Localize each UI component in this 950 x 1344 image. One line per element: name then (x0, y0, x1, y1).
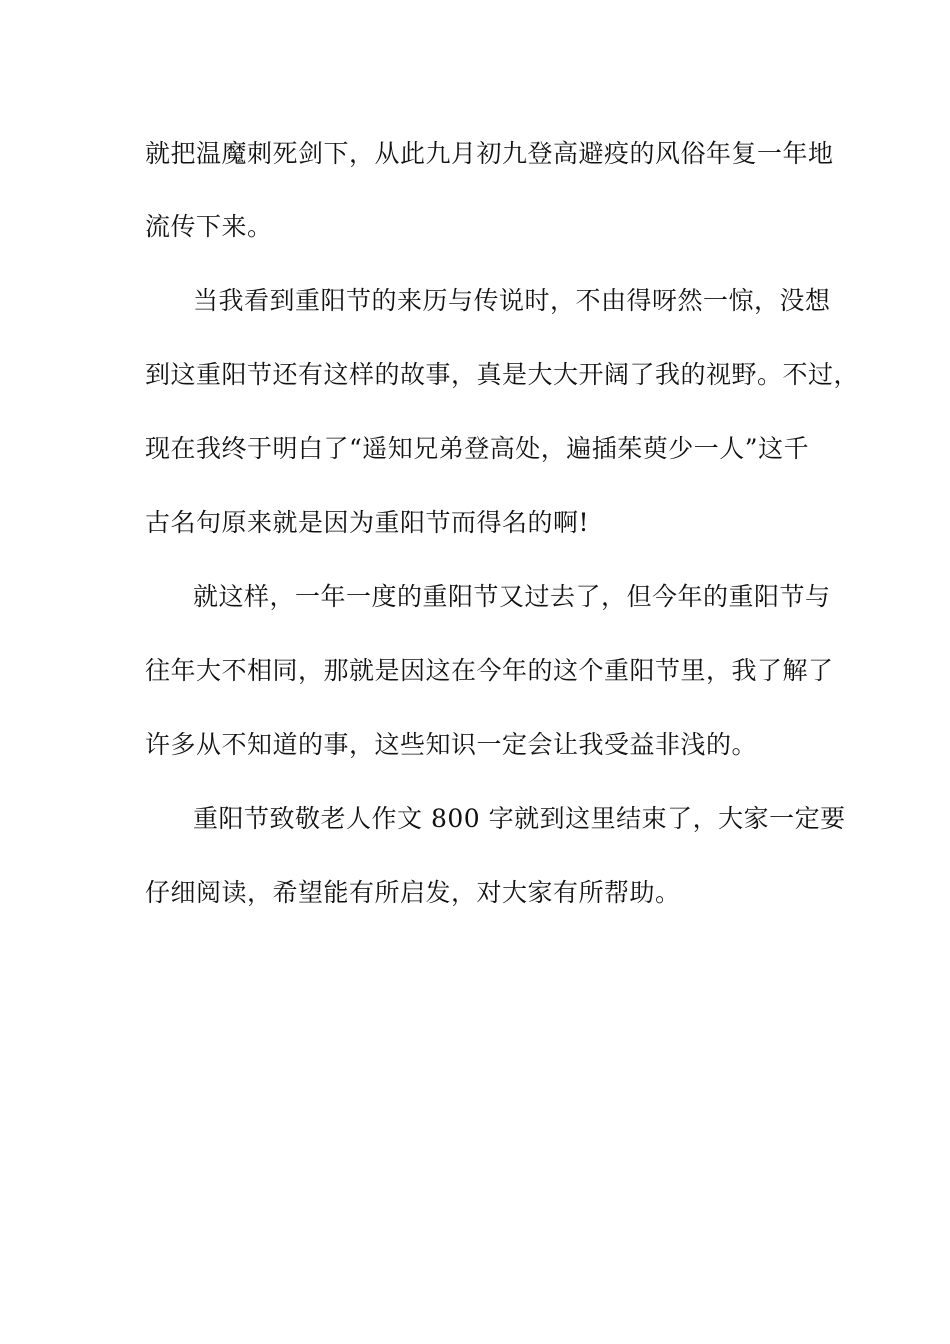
text-line: 到这重阳节还有这样的故事，真是大大开阔了我的视野。不过， (145, 360, 860, 389)
text-line: 往年大不相同，那就是因这在今年的这个重阳节里，我了解了 (145, 656, 834, 685)
text-line: 现在我终于明白了“遥知兄弟登高处，遍插茱萸少一人”这千 (145, 434, 810, 463)
text-line: 流传下来。 (145, 212, 273, 241)
text-line: 古名句原来就是因为重阳节而得名的啊! (145, 508, 590, 537)
text-line: 仔细阅读，希望能有所启发，对大家有所帮助。 (145, 878, 681, 907)
paragraph-start-line: 就这样，一年一度的重阳节又过去了，但今年的重阳节与 (193, 582, 831, 611)
paragraph-start-line: 当我看到重阳节的来历与传说时，不由得呀然一惊，没想 (193, 286, 831, 315)
text-line: 许多从不知道的事，这些知识一定会让我受益非浅的。 (145, 730, 758, 759)
paragraph-start-line: 重阳节致敬老人作文 800 字就到这里结束了，大家一定要 (193, 804, 846, 833)
text-line: 就把温魔刺死剑下，从此九月初九登高避疫的风俗年复一年地 (145, 139, 834, 168)
